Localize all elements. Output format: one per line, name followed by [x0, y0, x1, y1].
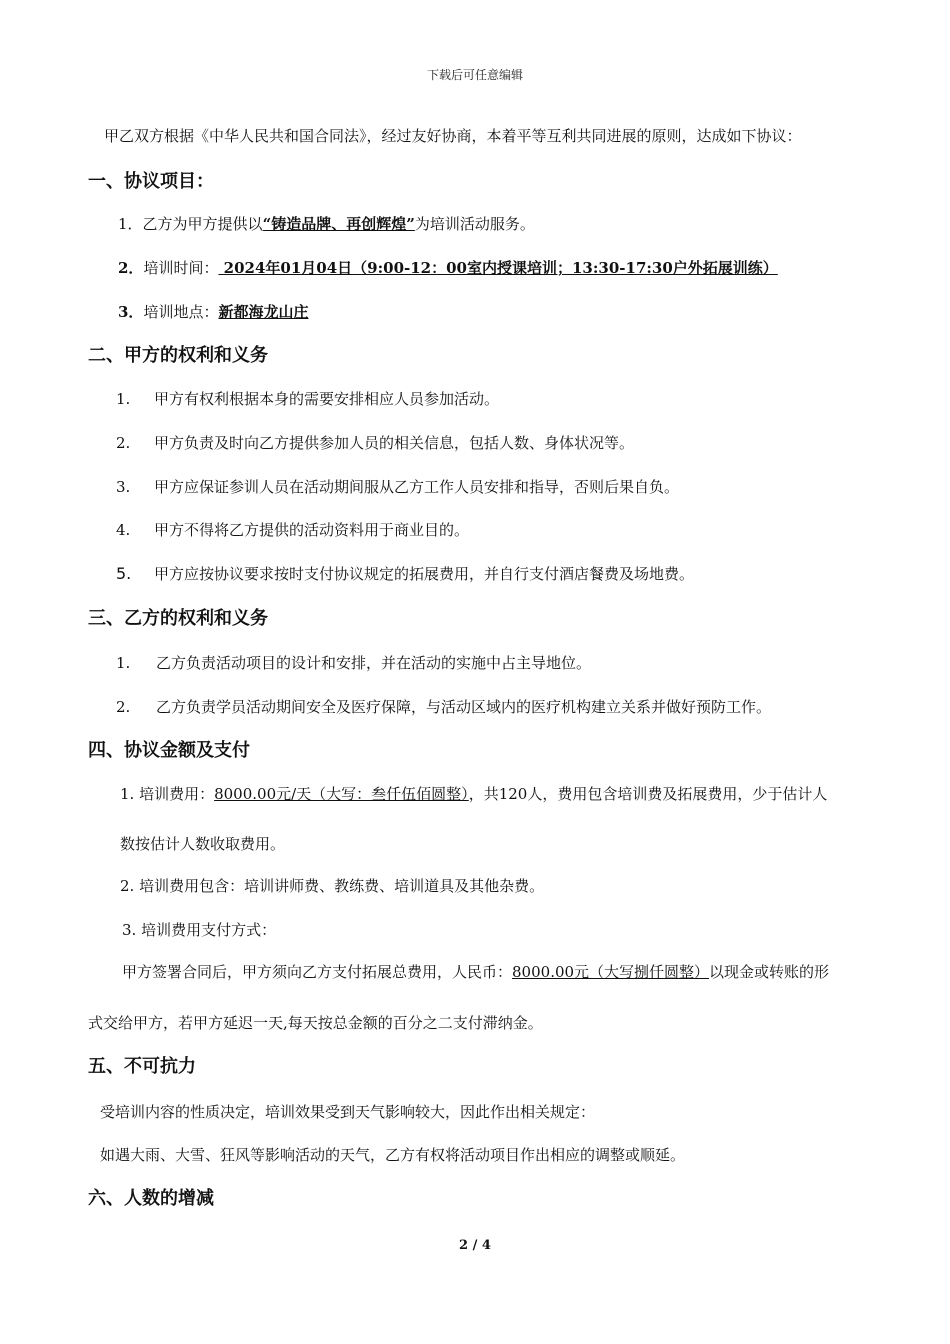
intro-paragraph: 甲乙双方根据《中华人民共和国合同法》，经过友好协商，本着平等互利共同进展的原则，达成如下协议：: [104, 127, 802, 145]
s1-item-3-location-value: 新都海龙山庄: [218, 303, 309, 321]
section-4-heading: 四、协议金额及支付: [88, 740, 250, 761]
section-6-heading: 六、人数的增减: [88, 1188, 214, 1209]
s4-line-4-continued: 式交给甲方，若甲方延迟一天,每天按总金额的百分之二支付滞纳金。: [88, 1014, 543, 1032]
section-5-heading: 五、不可抗力: [88, 1056, 196, 1077]
s4-line-2: 2. 培训费用包含：培训讲师费、教练费、培训道具及其他杂费。: [120, 877, 545, 895]
s2-item-4-number: 4.: [116, 521, 131, 539]
s2-item-1-text: 甲方有权利根据本身的需要安排相应人员参加活动。: [154, 390, 500, 408]
s4-line-1-continued: 数按估计人数收取费用。: [120, 835, 286, 853]
s4-line-1: [120, 784, 827, 804]
s4-line-4: [122, 962, 829, 982]
s1-item-1-number: 1．: [118, 215, 143, 233]
page-header-note: 下载后可任意编辑: [426, 68, 523, 82]
s4-fee-label: 1. 培训费用：: [120, 785, 215, 803]
s2-item-3: [116, 477, 679, 497]
s3-item-1-text: 乙方负责活动项目的设计和安排，并在活动的实施中占主导地位。: [156, 654, 592, 672]
s2-item-1: [116, 389, 499, 409]
s1-item-3-label: 培训地点：: [143, 303, 219, 321]
s2-item-2-text: 甲方负责及时向乙方提供参加人员的相关信息，包括人数、身体状况等。: [154, 434, 635, 452]
page-number: 2 / 4: [459, 1238, 491, 1253]
s1-item-2-time-value: 2024年01月04日（9:00-12：00室内授课培训；13:30-17:30户外拓展训练）: [218, 259, 778, 277]
s3-item-2-number: 2.: [116, 698, 131, 716]
s5-line-2: 如遇大雨、大雪、狂风等影响活动的天气，乙方有权将活动项目作出相应的调整或顺延。: [100, 1146, 686, 1164]
s2-item-2-number: 2.: [116, 434, 131, 452]
s1-item-2-number: 2．: [118, 259, 144, 277]
s3-item-2: [116, 697, 771, 717]
s1-item-2: [118, 258, 778, 278]
s4-fee-suffix: ，共120人，费用包含培训费及拓展费用，少于估计人: [468, 785, 828, 803]
s2-item-5-number: 5.: [116, 564, 132, 583]
s2-item-4-text: 甲方不得将乙方提供的活动资料用于商业目的。: [154, 521, 470, 539]
s2-item-1-number: 1.: [116, 390, 131, 408]
s1-item-2-label: 培训时间：: [143, 259, 219, 277]
s2-item-2: [116, 433, 634, 453]
s1-item-3: [118, 302, 308, 322]
s1-item-1-suffix: 为培训活动服务。: [414, 215, 535, 233]
s4-line-3: 3. 培训费用支付方式：: [122, 921, 277, 939]
s4-payment-amount: 8000.00元（大写捌仟圆整）: [512, 963, 710, 981]
s4-fee-value: 8000.00元/天（大写：叁仟伍佰圆整）: [214, 785, 469, 803]
section-2-heading: 二、甲方的权利和义务: [88, 345, 268, 366]
s1-item-3-number: 3．: [118, 303, 144, 321]
s1-item-1: [118, 214, 535, 234]
s2-item-4: [116, 520, 469, 540]
s4-payment-text: 甲方签署合同后，甲方须向乙方支付拓展总费用，人民币：: [122, 963, 513, 981]
s4-payment-suffix: 以现金或转账的形: [709, 963, 830, 981]
section-1-heading: 一、协议项目：: [88, 171, 214, 192]
s3-item-1: [116, 653, 591, 673]
s2-item-3-text: 甲方应保证参训人员在活动期间服从乙方工作人员安排和指导，否则后果自负。: [154, 478, 680, 496]
s5-line-1: 受培训内容的性质决定，培训效果受到天气影响较大，因此作出相关规定：: [100, 1103, 596, 1121]
s3-item-1-number: 1.: [116, 654, 131, 672]
s1-item-1-theme: “铸造品牌、再创辉煌”: [262, 215, 415, 233]
s3-item-2-text: 乙方负责学员活动期间安全及医疗保障，与活动区域内的医疗机构建立关系并做好预防工作。: [156, 698, 772, 716]
s2-item-3-number: 3.: [116, 478, 131, 496]
s2-item-5: [116, 564, 694, 584]
s2-item-5-text: 甲方应按协议要求按时支付协议规定的拓展费用，并自行支付酒店餐费及场地费。: [154, 565, 695, 583]
section-3-heading: 三、乙方的权利和义务: [88, 608, 268, 629]
s1-item-1-prefix: 乙方为甲方提供以: [142, 215, 263, 233]
